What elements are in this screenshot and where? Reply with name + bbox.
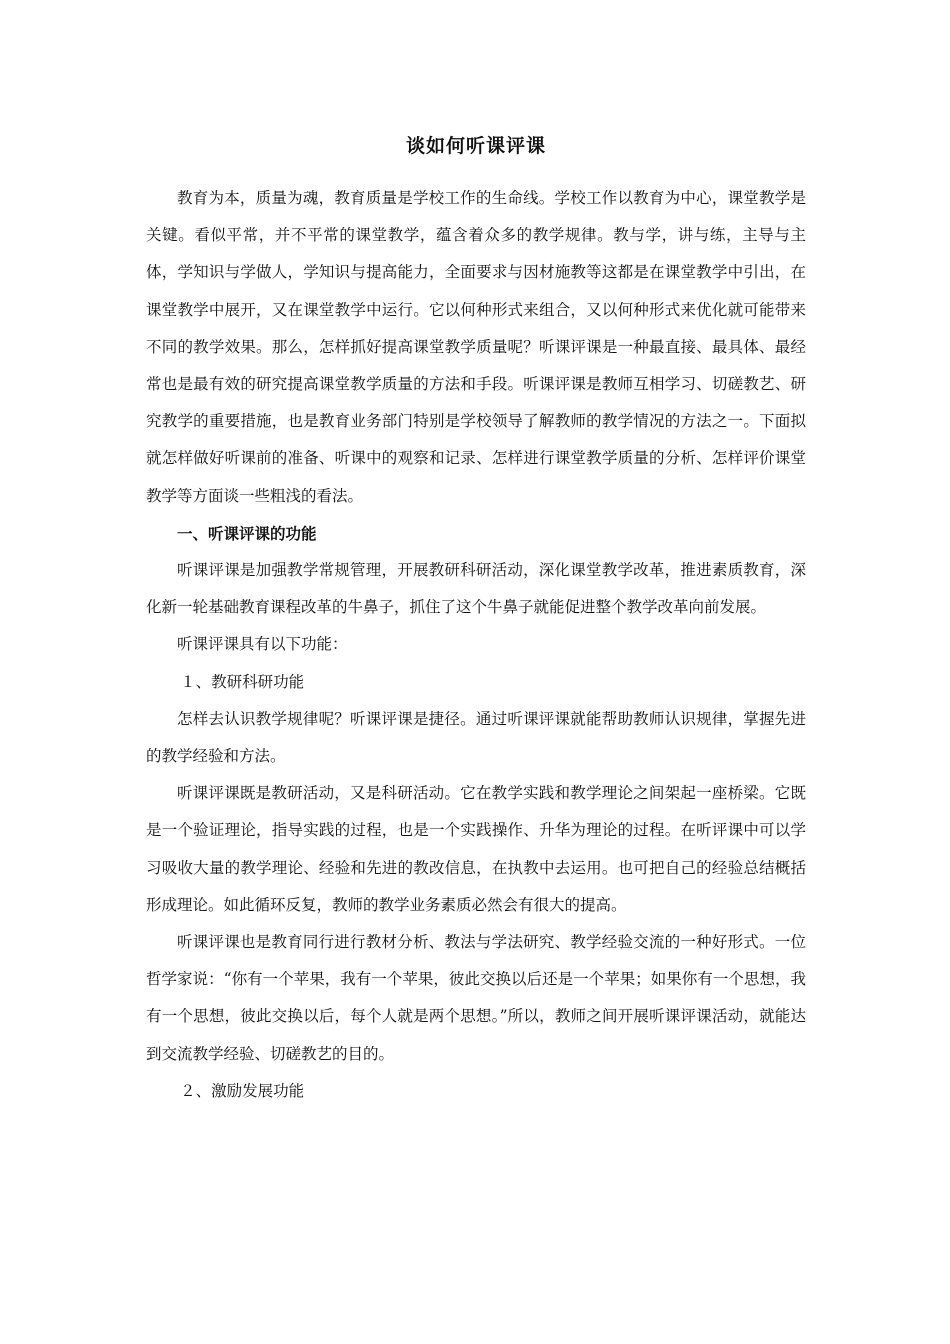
intro-paragraph: 教育为本，质量为魂，教育质量是学校工作的生命线。学校工作以教育为中心，课堂教学是关键。看似平常，并不平常的课堂教学，蕴含着众多的教学规律。教与学，讲与练，主导与主体，学知识与学做人，学知识与提高能力，全面要求与因材施教等这都是在课堂教学中引出，在课堂教学中展开，又在课堂教学中运行。它以何种形式来组合，又以何种形式来优化就可能带来不同的教学效果。那么，怎样抓好提高课堂教学质量呢？听课评课是一种最直接、最具体、最经常也是最有效的研究提高课堂教学质量的方法和手段。听课评课是教师互相学习、切磋教艺、研究教学的重要措施，也是教育业务部门特别是学校领导了解教师的教学情况的方法之一。下面拟就怎样做好听课前的准备、听课中的观察和记录、怎样进行课堂教学质量的分析、怎样评价课堂教学等方面谈一些粗浅的看法。: [146, 189, 806, 505]
section-heading-functions: 一、听课评课的功能: [177, 523, 317, 543]
body-paragraph: 听课评课是加强教学常规管理，开展教研科研活动，深化课堂教学改革，推进素质教育，深化新一轮基础教育课程改革的牛鼻子，抓住了这个牛鼻子就能促进整个教学改革向前发展。: [146, 561, 806, 617]
document-page: [146, 128, 806, 1110]
body-paragraph: 怎样去认识教学规律呢？听课评课是捷径。通过听课评课就能帮助教师认识规律，掌握先进的教学经验和方法。: [146, 709, 806, 766]
body-paragraph: 听课评课具有以下功能：: [177, 635, 348, 654]
subsection-heading-research: １、教研科研功能: [180, 672, 305, 691]
body-paragraph: 听课评课也是教育同行进行教材分析、教法与学法研究、教学经验交流的一种好形式。一位哲学家说：“你有一个苹果，我有一个苹果，彼此交换以后还是一个苹果；如果你有一个思想，我有一个思想，彼此交换以后，每个人就是两个思想。”所以，教师之间开展听课评课活动，就能达到交流教学经验、切磋教艺的目的。: [146, 933, 806, 1063]
document-title: 谈如何听课评课: [405, 135, 546, 157]
body-paragraph: 听课评课既是教研活动，又是科研活动。它在教学实践和教学理论之间架起一座桥梁。它既是一个验证理论，指导实践的过程，也是一个实践操作、升华为理论的过程。在听评课中可以学习吸收大量的教学理论、经验和先进的教改信息，在执教中去运用。也可把自己的经验总结概括形成理论。如此循环反复，教师的教学业务素质必然会有很大的提高。: [146, 784, 806, 914]
subsection-heading-motivation: ２、激励发展功能: [180, 1081, 305, 1100]
